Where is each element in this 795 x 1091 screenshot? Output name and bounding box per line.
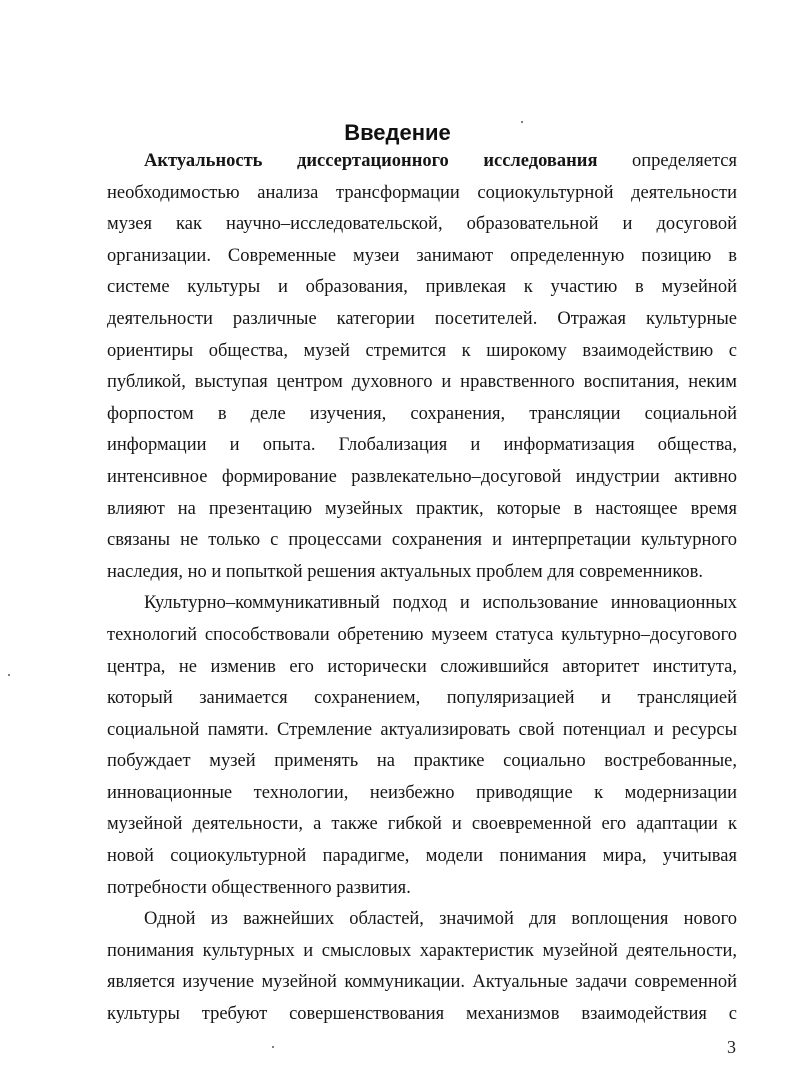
text-line: новой социокультурной парадигме, модели понимания мира, учитывая — [107, 846, 737, 867]
text-line: который занимается сохранением, популяризацией и трансляцией — [107, 688, 737, 709]
text-line: деятельности различные категории посетителей. Отражая культурные — [107, 308, 737, 329]
paragraph-3 — [107, 904, 737, 1030]
scan-speck — [272, 1046, 274, 1048]
text-line — [107, 146, 737, 178]
line-text: определяется — [597, 151, 738, 171]
text-line: наследия, но и попыткой решения актуальных проблем для современников. — [107, 561, 704, 582]
text-line: побуждает музей применять на практике социально востребованные, — [107, 751, 737, 772]
text-line: связаны не только с процессами сохранения и интерпретации культурного — [107, 530, 737, 551]
page-number: 3 — [727, 1037, 736, 1057]
text-line: музейной деятельности, а также гибкой и своевременной его адаптации к — [107, 814, 737, 835]
text-line: Одной из важнейших областей, значимой для воплощения нового — [144, 909, 737, 930]
text-line: информации и опыта. Глобализация и информатизация общества, — [107, 435, 737, 456]
text-line: интенсивное формирование развлекательно–досуговой индустрии активно — [107, 466, 737, 487]
scan-speck — [521, 121, 523, 123]
scan-speck — [8, 674, 10, 676]
text-line: системе культуры и образования, привлекая к участию в музейной — [107, 277, 737, 298]
text-line: культуры требуют совершенствования механизмов взаимодействия с — [107, 1004, 737, 1025]
text-line: инновационные технологии, неизбежно приводящие к модернизации — [107, 782, 737, 803]
text-line: Культурно–коммуникативный подход и использование инновационных — [144, 593, 737, 614]
bold-phrase: Актуальность диссертационного исследования — [144, 151, 598, 171]
text-line: ориентиры общества, музей стремится к широкому взаимодействию с — [107, 340, 737, 361]
text-line: технологий способствовали обретению музеем статуса культурно–досугового — [107, 624, 737, 645]
text-line: форпостом в деле изучения, сохранения, трансляции социальной — [107, 403, 737, 424]
text-line: социальной памяти. Стремление актуализировать свой потенциал и ресурсы — [107, 719, 737, 740]
section-heading: Введение — [344, 120, 451, 145]
text-line: центра, не изменив его исторически сложившийся авторитет института, — [107, 656, 737, 677]
body-text — [107, 146, 737, 1031]
text-line: музея как научно–исследовательской, образовательной и досуговой — [107, 214, 737, 235]
text-line: необходимостью анализа трансформации социокультурной деятельности — [107, 182, 737, 203]
text-line: влияют на презентацию музейных практик, которые в настоящее время — [107, 498, 737, 519]
paragraph-1 — [107, 146, 737, 588]
text-line: публикой, выступая центром духовного и нравственного воспитания, неким — [107, 372, 737, 393]
text-line: является изучение музейной коммуникации. Актуальные задачи современной — [107, 972, 737, 993]
text-line: потребности общественного развития. — [107, 877, 411, 898]
paragraph-2 — [107, 588, 737, 904]
text-line: понимания культурных и смысловых характеристик музейной деятельности, — [107, 940, 737, 961]
text-line: организации. Современные музеи занимают определенную позицию в — [107, 245, 737, 266]
